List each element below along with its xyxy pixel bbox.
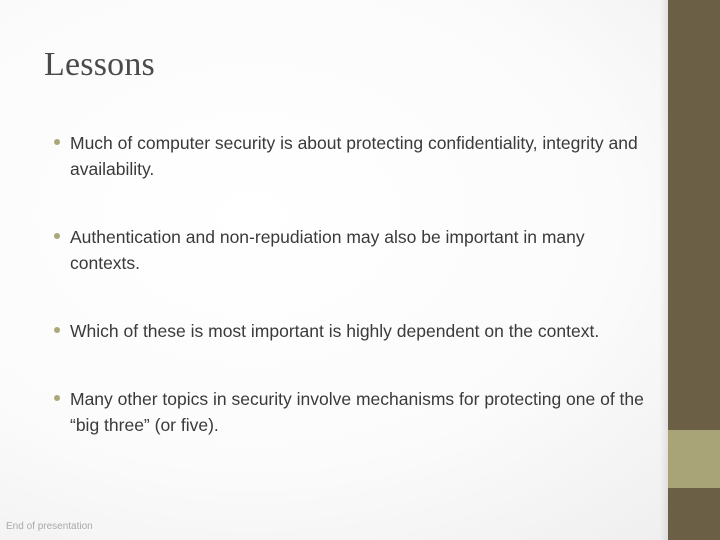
bullet-item	[50, 386, 650, 438]
bullet-list	[50, 130, 650, 480]
bullet-item	[50, 130, 650, 182]
bullet-item	[50, 224, 650, 276]
bullet-dot-icon	[54, 395, 60, 401]
bullet-dot-icon	[54, 327, 60, 333]
bullet-dot-icon	[54, 233, 60, 239]
bullet-text: Authentication and non-repudiation may also be important in many contexts.	[70, 227, 585, 273]
bullet-text: Which of these is most important is highly dependent on the context.	[70, 321, 600, 341]
bullet-item	[50, 318, 650, 344]
bullet-text: Many other topics in security involve mechanisms for protecting one of the “big three” (or five).	[70, 389, 644, 435]
footer-link[interactable]: End of presentation	[6, 521, 93, 532]
side-panel-shadow	[660, 0, 668, 540]
side-panel-dark-top	[668, 0, 720, 430]
bullet-text: Much of computer security is about protecting confidentiality, integrity and availability.	[70, 133, 638, 179]
slide-title: Lessons	[44, 46, 155, 83]
side-panel-light-band	[668, 430, 720, 488]
bullet-dot-icon	[54, 139, 60, 145]
side-panel	[668, 0, 720, 540]
side-panel-dark-bottom	[668, 488, 720, 540]
